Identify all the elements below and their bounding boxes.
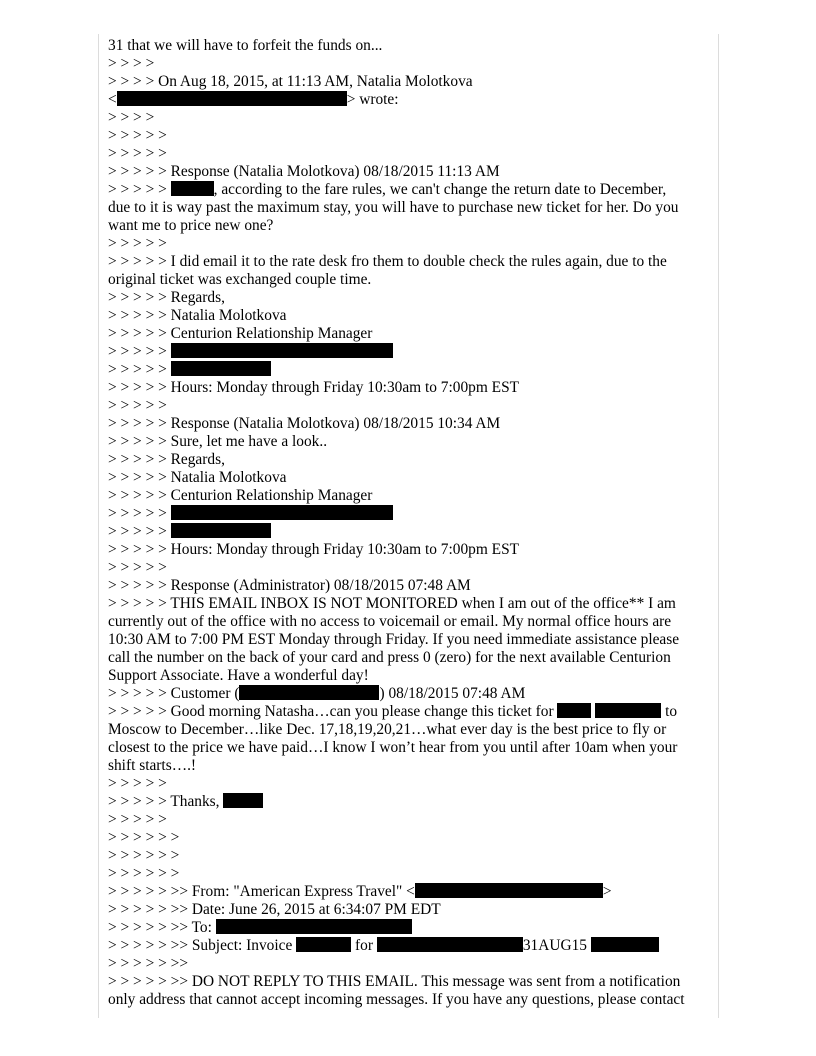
text-span: for <box>355 937 373 954</box>
text-line <box>108 523 714 541</box>
redaction-block <box>117 91 347 106</box>
text-line <box>108 127 714 145</box>
email-thread-body <box>108 37 714 1009</box>
text-span: > > > > > >> Date: June 26, 2015 at 6:34:07 PM EDT <box>108 901 441 918</box>
text-line <box>108 649 714 667</box>
text-line <box>108 307 714 325</box>
text-line <box>108 73 714 91</box>
text-line <box>108 415 714 433</box>
text-line <box>108 91 714 109</box>
text-span: > > > > > Hours: Monday through Friday 10:30am to 7:00pm EST <box>108 541 520 558</box>
text-span: > > > > > >> <box>108 955 188 972</box>
text-span: > > > > > <box>108 523 167 540</box>
text-span: > > > > > >> From: "American Express Travel" < <box>108 883 415 900</box>
redaction-block <box>171 343 393 358</box>
text-span: want me to price new one? <box>108 217 274 234</box>
text-line <box>108 55 714 73</box>
text-line <box>108 901 714 919</box>
text-span: only address that cannot accept incoming messages. If you have any questions, please contact <box>108 991 685 1008</box>
text-span: shift starts….! <box>108 757 197 774</box>
text-span: > <box>602 883 612 900</box>
redaction-block <box>595 703 661 718</box>
text-span: > > > > <box>108 55 155 72</box>
text-span: > > > > > >> Subject: Invoice <box>108 937 293 954</box>
redaction-block <box>171 361 271 376</box>
text-line <box>108 145 714 163</box>
text-line <box>108 919 714 937</box>
text-line <box>108 433 714 451</box>
text-line <box>108 829 714 847</box>
text-span: > > > > > >> To: <box>108 919 212 936</box>
text-span: > > > > <box>108 109 155 126</box>
text-line <box>108 595 714 613</box>
text-span: 31 that we will have to forfeit the funds on... <box>108 37 383 54</box>
redaction-block <box>216 919 412 934</box>
text-span: > > > > > Good morning Natasha…can you please change this ticket for <box>108 703 554 720</box>
redaction-block <box>171 523 271 538</box>
text-span: > > > > > <box>108 235 167 252</box>
text-line <box>108 217 714 235</box>
text-line <box>108 973 714 991</box>
text-line <box>108 865 714 883</box>
text-line <box>108 775 714 793</box>
text-span: > > > > > <box>108 559 167 576</box>
text-span: < <box>108 91 117 108</box>
redaction-block <box>415 883 603 898</box>
redaction-block <box>296 937 351 952</box>
text-span: > wrote: <box>346 91 399 108</box>
text-span: > > > > > Response (Natalia Molotkova) 08/18/2015 11:13 AM <box>108 163 500 180</box>
text-line <box>108 379 714 397</box>
text-span: > > > > > Natalia Molotkova <box>108 307 287 324</box>
text-line <box>108 487 714 505</box>
text-span: Moscow to December…like Dec. 17,18,19,20,21…what ever day is the best price to fly or <box>108 721 667 738</box>
text-span: > > > > > THIS EMAIL INBOX IS NOT MONITORED when I am out of the office** I am <box>108 595 676 612</box>
text-span: > > > > > <box>108 811 167 828</box>
text-span: due to it is way past the maximum stay, you will have to purchase new ticket for her. Do you <box>108 199 679 216</box>
text-span: > > > > > Regards, <box>108 451 225 468</box>
page-margin-rule-left <box>98 34 99 1018</box>
text-line <box>108 451 714 469</box>
text-span: > > > > > > <box>108 865 180 882</box>
text-span: closest to the price we have paid…I know I won’t hear from you until after 10am when your <box>108 739 678 756</box>
text-line <box>108 955 714 973</box>
text-span: > > > > > <box>108 127 167 144</box>
text-line <box>108 361 714 379</box>
text-line <box>108 253 714 271</box>
text-span: > > > > > Response (Administrator) 08/18/2015 07:48 AM <box>108 577 471 594</box>
text-span: > > > > > Customer ( <box>108 685 240 702</box>
text-span: > > > > > <box>108 343 167 360</box>
text-line <box>108 343 714 361</box>
text-span: > > > > > <box>108 145 167 162</box>
text-line <box>108 37 714 55</box>
text-line <box>108 325 714 343</box>
text-span: 10:30 AM to 7:00 PM EST Monday through Friday. If you need immediate assistance please <box>108 631 680 648</box>
text-span: currently out of the office with no access to voicemail or email. My normal office hours are <box>108 613 672 630</box>
text-line <box>108 235 714 253</box>
text-span: > > > > > Hours: Monday through Friday 10:30am to 7:00pm EST <box>108 379 520 396</box>
text-line <box>108 181 714 199</box>
text-span: 31AUG15 <box>522 937 587 954</box>
redaction-block <box>239 685 379 700</box>
text-line <box>108 163 714 181</box>
text-span: > > > > > Sure, let me have a look.. <box>108 433 328 450</box>
text-line <box>108 757 714 775</box>
redaction-block <box>377 937 523 952</box>
text-span: Support Associate. Have a wonderful day! <box>108 667 369 684</box>
text-line <box>108 577 714 595</box>
text-line <box>108 739 714 757</box>
text-span: > > > > > <box>108 361 167 378</box>
redaction-block <box>591 937 659 952</box>
text-span: > > > > > > <box>108 847 180 864</box>
text-span: > > > > > Natalia Molotkova <box>108 469 287 486</box>
text-line <box>108 685 714 703</box>
text-span: > > > > > <box>108 397 167 414</box>
redaction-block <box>557 703 591 718</box>
text-span: > > > > > <box>108 181 167 198</box>
text-line <box>108 847 714 865</box>
text-span: call the number on the back of your card and press 0 (zero) for the next available Centurion <box>108 649 671 666</box>
text-span: > > > > > >> DO NOT REPLY TO THIS EMAIL. This message was sent from a notification <box>108 973 681 990</box>
text-span: original ticket was exchanged couple time. <box>108 271 372 288</box>
text-span: > > > > On Aug 18, 2015, at 11:13 AM, Natalia Molotkova <box>108 73 473 90</box>
redaction-block <box>171 181 214 196</box>
text-line <box>108 793 714 811</box>
text-line <box>108 991 714 1009</box>
page-margin-rule-right <box>718 34 719 1018</box>
text-line <box>108 559 714 577</box>
text-span: > > > > > > <box>108 829 180 846</box>
text-line <box>108 703 714 721</box>
text-line <box>108 883 714 901</box>
text-line <box>108 541 714 559</box>
text-span: > > > > > Thanks, <box>108 793 220 810</box>
text-span: > > > > > <box>108 505 167 522</box>
redaction-block <box>223 793 263 808</box>
text-span: > > > > > Response (Natalia Molotkova) 08/18/2015 10:34 AM <box>108 415 501 432</box>
redaction-block <box>171 505 393 520</box>
text-line <box>108 613 714 631</box>
text-line <box>108 811 714 829</box>
text-line <box>108 109 714 127</box>
text-line <box>108 667 714 685</box>
text-span: > > > > > Centurion Relationship Manager <box>108 487 373 504</box>
text-span: ) 08/18/2015 07:48 AM <box>379 685 526 702</box>
text-span: , according to the fare rules, we can't change the return date to December, <box>213 181 667 198</box>
text-line <box>108 721 714 739</box>
text-line <box>108 631 714 649</box>
text-line <box>108 271 714 289</box>
text-span: > > > > > <box>108 775 167 792</box>
text-line <box>108 289 714 307</box>
text-span: to <box>665 703 678 720</box>
text-span: > > > > > Centurion Relationship Manager <box>108 325 373 342</box>
text-line <box>108 469 714 487</box>
text-line <box>108 199 714 217</box>
text-line <box>108 937 714 955</box>
text-span: > > > > > Regards, <box>108 289 225 306</box>
text-line <box>108 505 714 523</box>
text-span: > > > > > I did email it to the rate desk fro them to double check the rules again, due to the <box>108 253 667 270</box>
text-line <box>108 397 714 415</box>
